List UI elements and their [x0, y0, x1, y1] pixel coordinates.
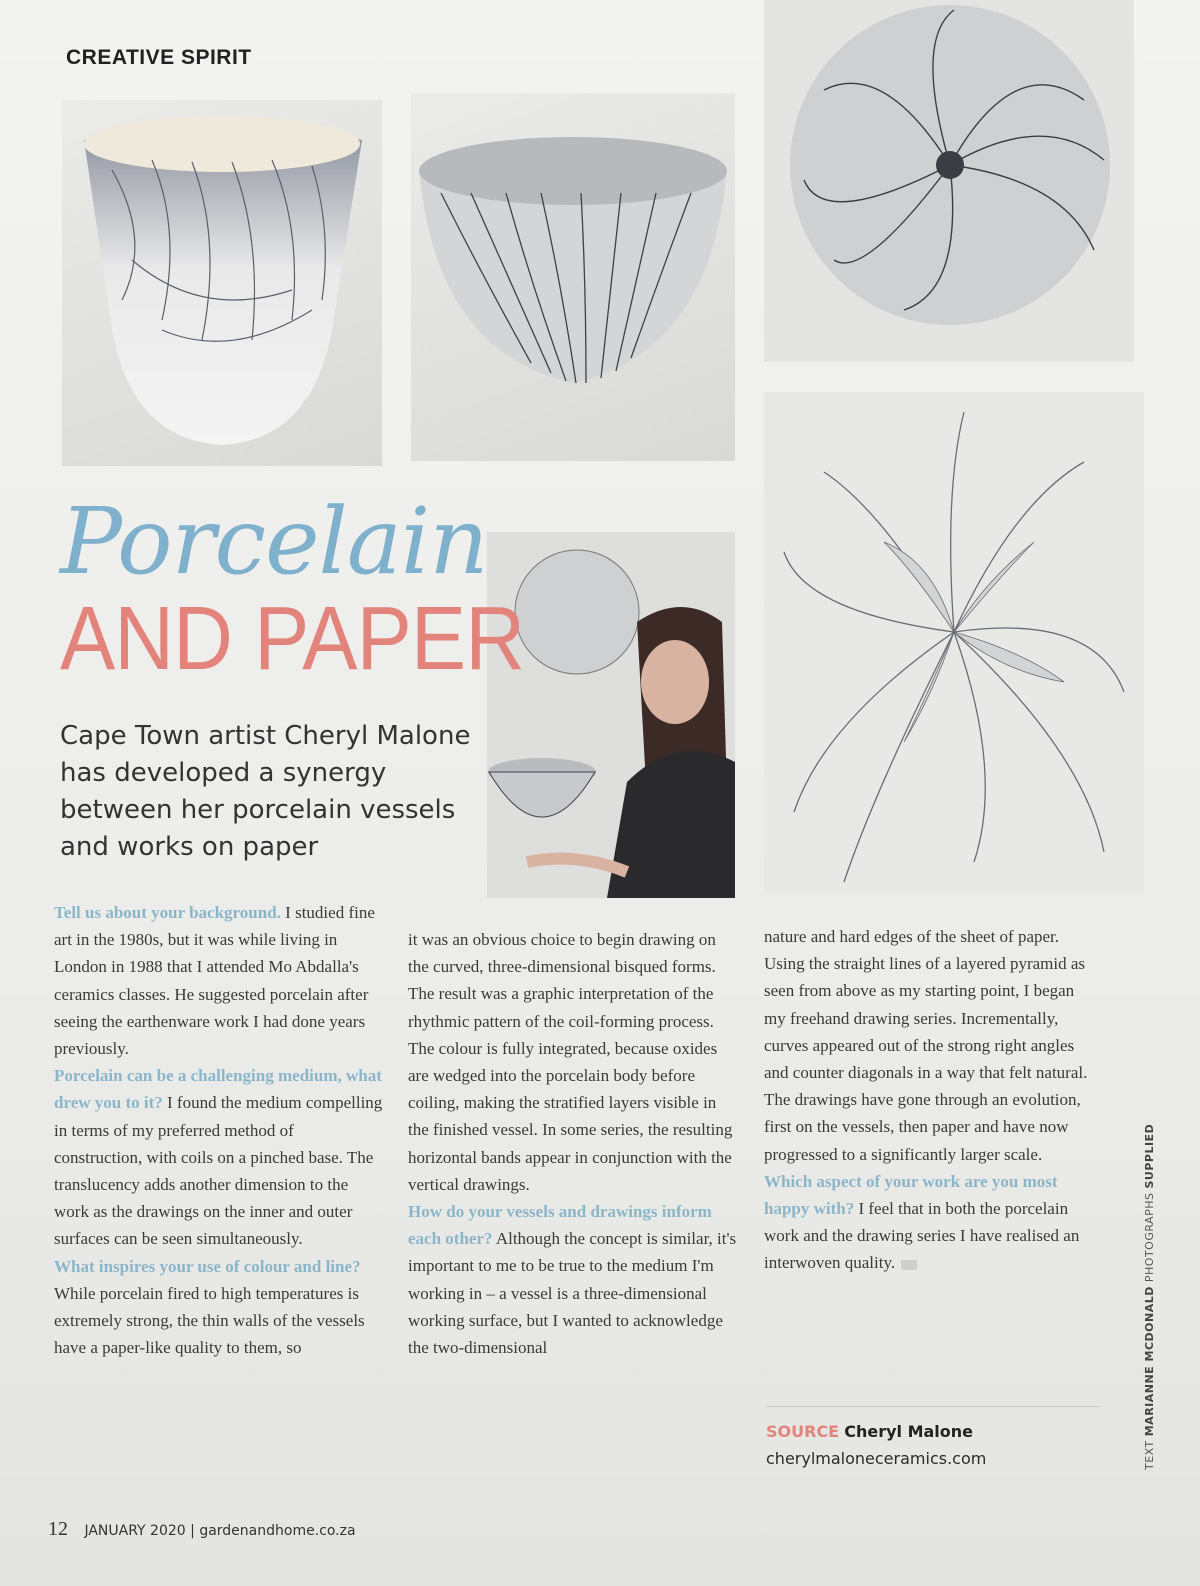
article-column-3	[764, 923, 1094, 1277]
bowl-photo	[411, 93, 735, 461]
interview-answer: I found the medium compelling in terms of my preferred method of construction, with coils on a pinched base. The translucency adds another dimension to the work as the drawings on the inner and outer surfaces can be seen simultaneously.	[54, 1093, 383, 1249]
article-column-1	[54, 899, 384, 1361]
divider	[766, 1406, 1100, 1407]
standfirst: Cape Town artist Cheryl Malone has developed a synergy between her porcelain vessels and works on paper	[60, 721, 471, 862]
interview-answer: nature and hard edges of the sheet of paper. Using the straight lines of a layered pyramid as seen from above as my starting point, I began my freehand drawing series. Incrementally, curves appeared out of the strong right angles and counter diagonals in a way that felt natural. The drawings have gone through an evolution, first on the vessels, then paper and have now progressed to a significantly larger scale.	[764, 927, 1088, 1164]
interview-answer: While porcelain fired to high temperatures is extremely strong, the thin walls of the vessels have a paper-like quality to them, so	[54, 1283, 365, 1358]
section-label: CREATIVE SPIRIT	[66, 46, 252, 69]
interview-answer: I studied fine art in the 1980s, but it was while living in London in 1988 that I attended Mo Abdalla's ceramics classes. He suggested porcelain after seeing the earthenware work I had done years previously.	[54, 903, 375, 1059]
footer-separator: |	[190, 1523, 195, 1539]
interview-question: Which aspect of your work are you most happy with?	[764, 1171, 1058, 1219]
interview-question: What inspires your use of colour and line?	[54, 1256, 361, 1276]
source-name: Cheryl Malone	[844, 1422, 973, 1441]
interview-question: How do your vessels and drawings inform each other?	[408, 1202, 712, 1249]
drawing-photo	[764, 392, 1144, 894]
site-name[interactable]: gardenandhome.co.za	[199, 1523, 356, 1539]
interview-question: Tell us about your background.	[54, 903, 281, 922]
article-paragraph	[764, 923, 1094, 1168]
page-number: 12	[48, 1518, 68, 1540]
issue-date: JANUARY 2020	[84, 1523, 186, 1539]
article-paragraph	[764, 1168, 1094, 1277]
interview-answer: Although the concept is similar, it's important to me to be true to the medium I'm working in – a vessel is a three-dimensional working surface, but I wanted to acknowledge the two-dimensional	[408, 1229, 737, 1358]
vessel-photo-tall	[62, 100, 382, 466]
article-column-2	[408, 926, 738, 1361]
title-script: Porcelain	[60, 488, 488, 595]
title-block: AND PAPER	[60, 589, 525, 689]
artist-portrait-photo	[487, 532, 735, 898]
photo-credit: TEXT MARIANNE MCDONALD PHOTOGRAPHS SUPPLIED	[1143, 1123, 1156, 1470]
source-credit	[766, 1418, 986, 1472]
bowl-top-view-photo	[764, 0, 1134, 362]
source-url[interactable]: cherylmaloneceramics.com	[766, 1449, 987, 1468]
interview-question: Porcelain can be a challenging medium, what drew you to it?	[54, 1066, 382, 1113]
article-paragraph	[408, 1198, 738, 1361]
article-paragraph	[54, 1253, 384, 1362]
page-footer	[48, 1518, 356, 1541]
article-paragraph	[54, 1062, 384, 1252]
article-paragraph	[54, 899, 384, 1062]
end-mark-icon	[901, 1260, 917, 1270]
interview-answer: I feel that in both the porcelain work and the drawing series I have realised an interwoven quality.	[764, 1199, 1080, 1273]
interview-answer: it was an obvious choice to begin drawing on the curved, three-dimensional bisqued forms. The result was a graphic interpretation of the rhythmic pattern of the coil-forming process. The colour is fully integrated, because oxides are wedged into the porcelain body before coiling, making the stratified layers visible in the finished vessel. In some series, the resulting horizontal bands appear in conjunction with the vertical drawings.	[408, 930, 733, 1194]
article-paragraph	[408, 926, 738, 1198]
source-label: SOURCE	[766, 1422, 840, 1441]
